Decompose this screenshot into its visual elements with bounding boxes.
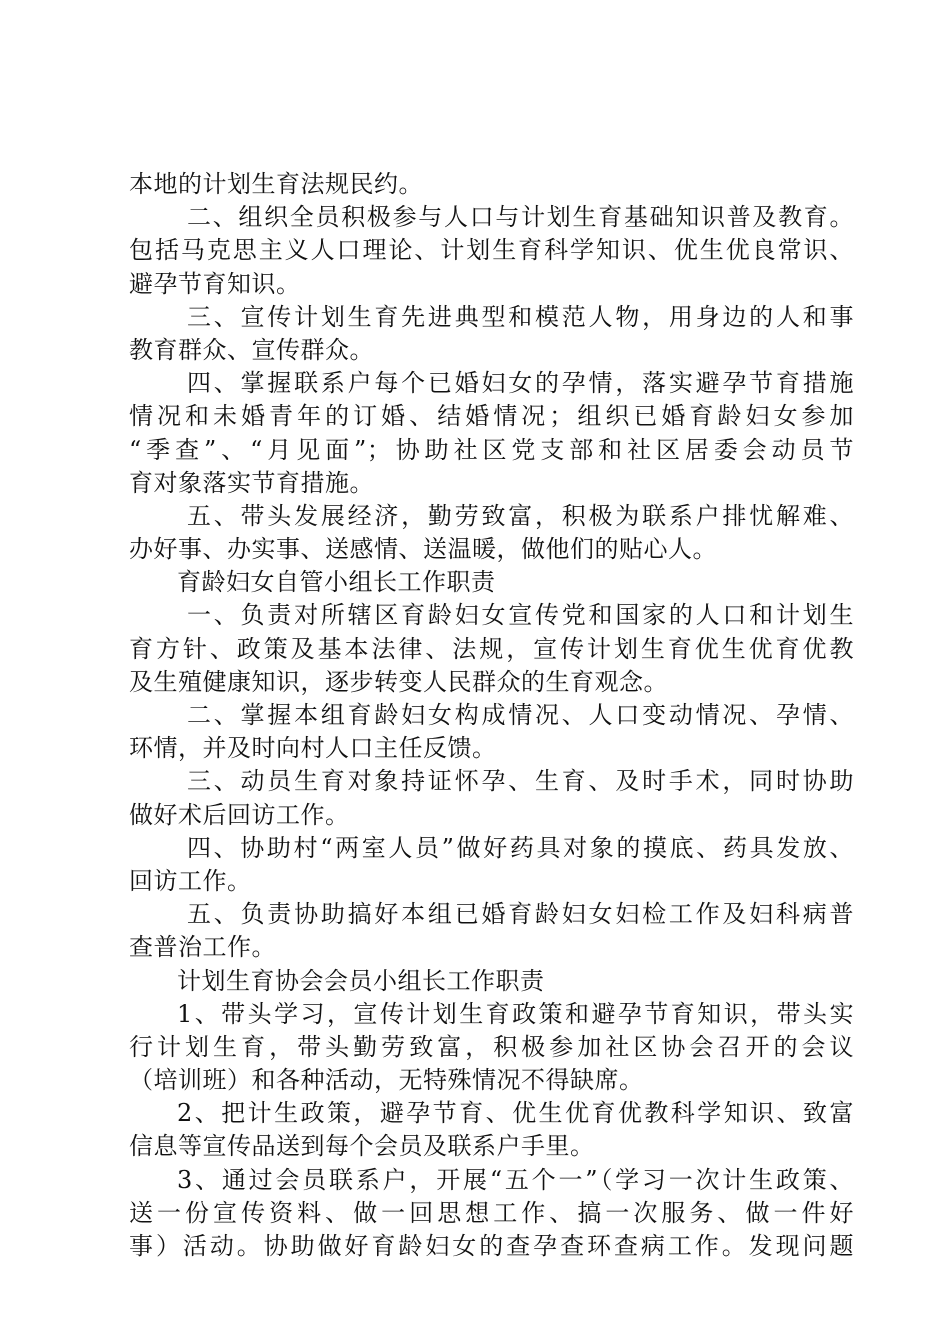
document-line: 五、带头发展经济，勤劳致富，积极为联系户排忧解难、 xyxy=(187,501,854,530)
document-line: 三、宣传计划生育先进典型和模范人物，用身边的人和事 xyxy=(187,302,854,331)
document-line: 育龄妇女自管小组长工作职责 xyxy=(177,568,496,597)
document-line: 办好事、办实事、送感情、送温暖，做他们的贴心人。 xyxy=(129,535,717,564)
document-line: 环情，并及时向村人口主任反馈。 xyxy=(129,734,497,763)
document-line: 五、负责协助搞好本组已婚育龄妇女妇检工作及妇科病普 xyxy=(187,900,854,929)
document-line: 事）活动。协助做好育龄妇女的查孕查环查病工作。发现问题 xyxy=(129,1232,854,1260)
document-line: 四、协助村“两室人员”做好药具对象的摸底、药具发放、 xyxy=(187,833,854,862)
document-line: 教育群众、宣传群众。 xyxy=(129,335,374,364)
document-line: 查普治工作。 xyxy=(129,933,276,962)
document-line: 育对象落实节育措施。 xyxy=(129,468,374,497)
document-line: 四、掌握联系户每个已婚妇女的孕情，落实避孕节育措施 xyxy=(187,369,854,398)
document-line: 回访工作。 xyxy=(129,866,252,895)
document-line: 1、带头学习，宣传计划生育政策和避孕节育知识，带头实 xyxy=(177,999,854,1028)
document-line: 做好术后回访工作。 xyxy=(129,800,350,829)
document-line: 2、把计生政策，避孕节育、优生优育优教科学知识、致富 xyxy=(177,1099,854,1128)
document-line: 三、动员生育对象持证怀孕、生育、及时手术，同时协助 xyxy=(187,767,854,796)
document-line: 计划生育协会会员小组长工作职责 xyxy=(177,966,545,995)
document-body xyxy=(129,168,854,1263)
document-line: 行计划生育，带头勤劳致富，积极参加社区协会召开的会议 xyxy=(129,1032,854,1061)
document-line: 3、通过会员联系户，开展“五个一”（学习一次计生政策、 xyxy=(177,1165,854,1194)
document-line: （培训班）和各种活动，无特殊情况不得缺席。 xyxy=(129,1066,644,1095)
document-line: 一、负责对所辖区育龄妇女宣传党和国家的人口和计划生 xyxy=(187,601,854,630)
document-line: 避孕节育知识。 xyxy=(129,269,301,298)
document-line: 及生殖健康知识，逐步转变人民群众的生育观念。 xyxy=(129,667,668,696)
document-line: 二、组织全员积极参与人口与计划生育基础知识普及教育。 xyxy=(187,203,854,232)
document-line: 情况和未婚青年的订婚、结婚情况；组织已婚育龄妇女参加 xyxy=(129,402,854,431)
document-line: 本地的计划生育法规民约。 xyxy=(129,170,423,198)
document-line: “季查”、“月见面”；协助社区党支部和社区居委会动员节 xyxy=(129,435,854,464)
document-line: 育方针、政策及基本法律、法规，宣传计划生育优生优育优教 xyxy=(129,634,854,663)
document-line: 二、掌握本组育龄妇女构成情况、人口变动情况、孕情、 xyxy=(187,701,854,729)
document-line: 信息等宣传品送到每个会员及联系户手里。 xyxy=(129,1132,595,1161)
document-line: 送一份宣传资料、做一回思想工作、搞一次服务、做一件好 xyxy=(129,1198,854,1227)
document-line: 包括马克思主义人口理论、计划生育科学知识、优生优良常识、 xyxy=(129,236,854,265)
